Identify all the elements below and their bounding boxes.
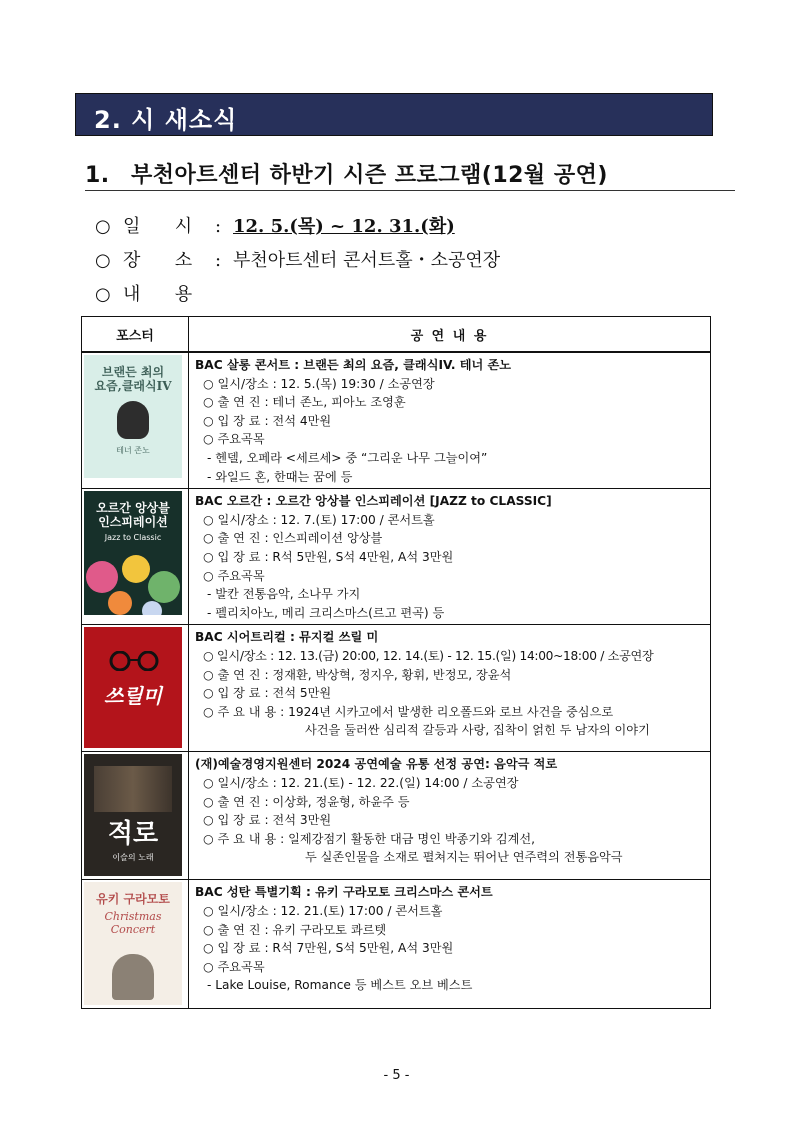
performer-photo bbox=[117, 401, 149, 439]
table-row bbox=[82, 489, 711, 625]
glasses-icon bbox=[106, 651, 162, 671]
program-title: BAC 시어트리컬 : 뮤지컬 쓰릴 미 bbox=[195, 630, 379, 645]
table-row bbox=[82, 752, 711, 880]
info-value: 부천아트센터 콘서트홀・소공연장 bbox=[233, 250, 501, 271]
poster-caption: 테너 존노 bbox=[116, 446, 150, 455]
program-detail: ○ 일시/장소 : 12. 7.(토) 17:00 / 콘서트홀 bbox=[203, 512, 435, 527]
program-title: (재)예술경영지원센터 2024 공연예술 유통 선정 공연: 음악극 적로 bbox=[195, 757, 558, 772]
program-detail: ○ 출 연 진 : 인스피레이션 앙상블 bbox=[203, 531, 383, 546]
program-content bbox=[189, 489, 711, 625]
program-detail: ○ 일시/장소 : 12. 21.(토) 17:00 / 콘서트홀 bbox=[203, 903, 443, 918]
program-detail: ○ 일시/장소 : 12. 13.(금) 20:00, 12. 14.(토) - 12. 15.(일) 14:00~18:00 / 소공연장 bbox=[203, 648, 654, 663]
poster-caption: Jazz to Classic bbox=[104, 533, 162, 543]
poster-image bbox=[84, 754, 182, 876]
poster-image bbox=[84, 627, 182, 748]
program-detail: ○ 출 연 진 : 정재환, 박상혁, 정지우, 황휘, 반정모, 장윤석 bbox=[203, 667, 512, 682]
subsection-heading bbox=[85, 158, 735, 191]
bullet-circle-icon: ○ bbox=[95, 216, 111, 237]
header-poster: 포스터 bbox=[82, 317, 189, 353]
program-detail: ○ 출 연 진 : 유키 구라모토 콰르텟 bbox=[203, 922, 387, 937]
poster-caption: Christmas Concert bbox=[104, 910, 162, 937]
info-label: 일 시 bbox=[123, 216, 193, 237]
info-place bbox=[95, 246, 500, 272]
poster-title: 브랜든 최의 요즘,클래식IV bbox=[94, 365, 172, 393]
subsection-number: 1. bbox=[85, 163, 110, 188]
bullet-circle-icon: ○ bbox=[95, 284, 111, 305]
info-value: 12. 5.(목) ~ 12. 31.(화) bbox=[233, 216, 455, 237]
program-detail: ○ 입 장 료 : 전석 5만원 bbox=[203, 686, 332, 701]
performer-photo bbox=[112, 954, 154, 1000]
program-detail: - 발칸 전통음악, 소나무 가지 bbox=[207, 587, 361, 602]
program-detail: - 헨델, 오페라 <세르세> 중 “그리운 나무 그늘이여” bbox=[207, 450, 488, 465]
decorative-shapes bbox=[84, 547, 182, 615]
info-content bbox=[95, 280, 215, 306]
poster-title: 오르간 앙상블 인스피레이션 bbox=[96, 501, 170, 530]
poster-caption: 이슬의 노래 bbox=[112, 853, 154, 863]
program-detail: ○ 주 요 내 용 : 1924년 시카고에서 발생한 리오폴드와 로브 사건을 중심으로 bbox=[203, 704, 614, 719]
poster-image bbox=[84, 882, 182, 1005]
program-detail: ○ 출 연 진 : 이상화, 정윤형, 하윤주 등 bbox=[203, 794, 410, 809]
program-detail: - Lake Louise, Romance 등 베스트 오브 베스트 bbox=[207, 978, 473, 993]
program-detail: ○ 출 연 진 : 테너 존노, 피아노 조영훈 bbox=[203, 395, 406, 410]
section-title: 2. 시 새소식 bbox=[75, 93, 713, 136]
program-detail: ○ 주요곡목 bbox=[203, 568, 265, 583]
info-colon: : bbox=[215, 216, 222, 237]
poster-title: 유키 구라모토 bbox=[96, 892, 170, 907]
performers-photo bbox=[94, 766, 172, 812]
program-detail: ○ 주요곡목 bbox=[203, 959, 265, 974]
program-detail: ○ 주 요 내 용 : 일제강점기 활동한 대금 명인 박종기와 김계선, bbox=[203, 831, 536, 846]
program-detail: ○ 입 장 료 : 전석 3만원 bbox=[203, 813, 332, 828]
program-detail: - 와일드 혼, 한때는 꿈에 등 bbox=[207, 469, 353, 484]
program-content bbox=[189, 352, 711, 489]
table-row bbox=[82, 625, 711, 752]
program-detail: ○ 일시/장소 : 12. 5.(목) 19:30 / 소공연장 bbox=[203, 376, 435, 391]
table-row bbox=[82, 352, 711, 489]
program-title: BAC 오르간 : 오르간 앙상블 인스피레이션 [JAZZ to CLASSIC] bbox=[195, 494, 552, 509]
program-detail: - 펠리치아노, 메리 크리스마스(르고 편곡) 등 bbox=[207, 605, 445, 620]
program-detail: ○ 입 장 료 : R석 7만원, S석 5만원, A석 3만원 bbox=[203, 941, 454, 956]
poster-cell bbox=[82, 880, 189, 1009]
page-number: - 5 - bbox=[383, 1068, 410, 1083]
poster-cell bbox=[82, 352, 189, 489]
program-detail: ○ 주요곡목 bbox=[203, 432, 265, 447]
subsection-title: 부천아트센터 하반기 시즌 프로그램(12월 공연) bbox=[131, 163, 608, 188]
info-label: 내 용 bbox=[123, 284, 193, 305]
program-table bbox=[81, 316, 711, 1009]
info-colon: : bbox=[215, 250, 222, 271]
program-detail: ○ 일시/장소 : 12. 21.(토) - 12. 22.(일) 14:00 / 소공연장 bbox=[203, 775, 519, 790]
poster-title: 적로 bbox=[107, 819, 159, 850]
poster-cell bbox=[82, 752, 189, 880]
program-detail: ○ 입 장 료 : 전석 4만원 bbox=[203, 413, 332, 428]
poster-cell bbox=[82, 625, 189, 752]
program-detail: ○ 입 장 료 : R석 5만원, S석 4만원, A석 3만원 bbox=[203, 549, 454, 564]
poster-image bbox=[84, 491, 182, 615]
program-content bbox=[189, 880, 711, 1009]
header-content: 공 연 내 용 bbox=[189, 317, 711, 353]
program-detail: 사건을 둘러싼 심리적 갈등과 사랑, 집착이 얽힌 두 남자의 이야기 bbox=[305, 723, 650, 738]
bullet-circle-icon: ○ bbox=[95, 250, 111, 271]
info-date bbox=[95, 212, 455, 238]
poster-image bbox=[84, 355, 182, 478]
program-title: BAC 성탄 특별기획 : 유키 구라모토 크리스마스 콘서트 bbox=[195, 885, 493, 900]
program-content bbox=[189, 625, 711, 752]
table-row bbox=[82, 880, 711, 1009]
program-detail: 두 실존인물을 소재로 펼쳐지는 뛰어난 연주력의 전통음악극 bbox=[305, 850, 623, 865]
poster-title: 쓰릴미 bbox=[104, 684, 162, 709]
program-content bbox=[189, 752, 711, 880]
program-title: BAC 살롱 콘서트 : 브랜든 최의 요즘, 클래식IV. 테너 존노 bbox=[195, 358, 512, 372]
poster-cell bbox=[82, 489, 189, 625]
info-label: 장 소 bbox=[123, 250, 193, 271]
